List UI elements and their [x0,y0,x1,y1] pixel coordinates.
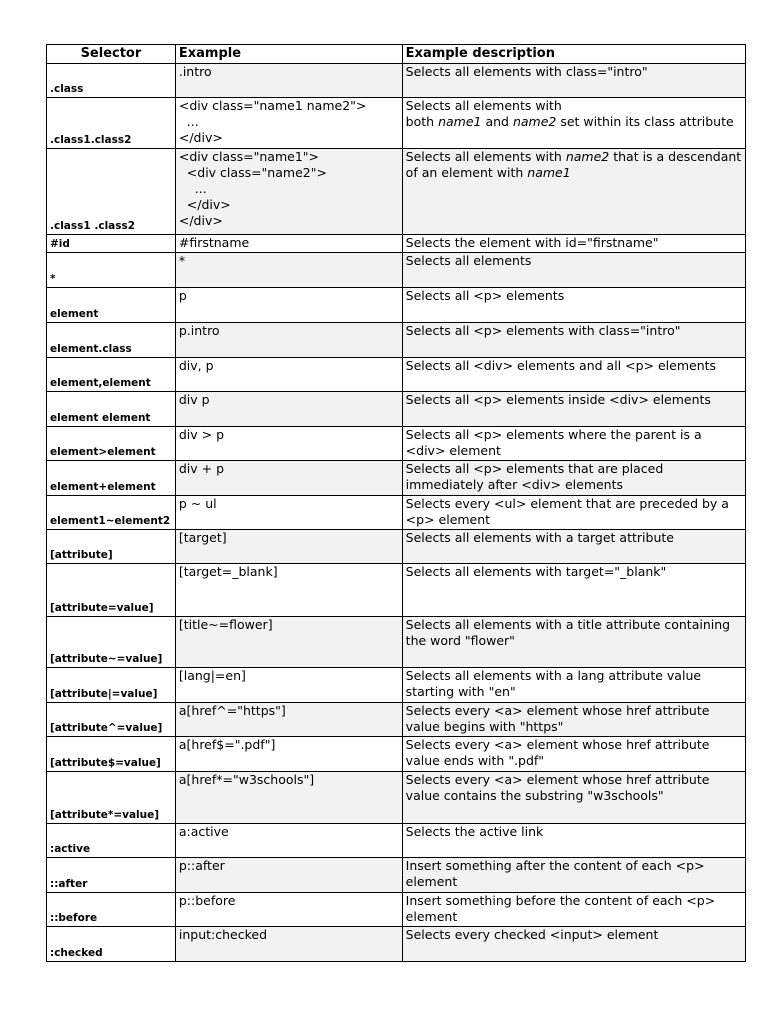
description-cell: Selects all <p> elements that are placed immediately after <div> elements [402,461,745,496]
example-cell: div, p [175,358,402,392]
table-row [47,427,746,461]
table-row [47,253,746,288]
description-cell: Selects all elements [402,253,745,288]
example-cell: a[href*="w3schools"] [175,772,402,824]
selector-cell: ::before [47,893,176,927]
table-row [47,358,746,392]
selector-cell: element element [47,392,176,427]
example-cell: <div class="name1 name2"> ... </div> [175,98,402,149]
header-example: Example [175,45,402,64]
table-row [47,772,746,824]
table-row [47,98,746,149]
example-cell: #firstname [175,235,402,253]
example-cell: p::before [175,893,402,927]
selector-cell: element1~element2 [47,496,176,530]
description-cell: Selects all elements with name2 that is a descendant of an element with name1 [402,149,745,235]
table-row [47,461,746,496]
description-cell: Selects all elements with class="intro" [402,64,745,98]
example-cell: a:active [175,824,402,858]
example-cell: p.intro [175,323,402,358]
table-row [47,564,746,617]
table-row [47,737,746,772]
table-row [47,235,746,253]
example-cell: p [175,288,402,323]
example-cell: p ~ ul [175,496,402,530]
description-cell: Selects all <p> elements with class="intro" [402,323,745,358]
example-cell: [target] [175,530,402,564]
example-cell: .intro [175,64,402,98]
header-row [47,45,746,64]
selector-cell: [attribute=value] [47,564,176,617]
selector-cell: [attribute|=value] [47,668,176,703]
description-cell: Selects the element with id="firstname" [402,235,745,253]
example-cell: [title~=flower] [175,617,402,668]
description-cell: Selects all elements with target="_blank" [402,564,745,617]
description-cell: Insert something before the content of each <p> element [402,893,745,927]
selector-cell: [attribute] [47,530,176,564]
table-row [47,288,746,323]
example-cell: input:checked [175,927,402,962]
selector-cell: element.class [47,323,176,358]
description-cell: Selects all <p> elements [402,288,745,323]
header-description: Example description [402,45,745,64]
example-cell: div p [175,392,402,427]
example-cell: div > p [175,427,402,461]
selector-cell: [attribute*=value] [47,772,176,824]
description-cell: Selects the active link [402,824,745,858]
selector-cell: ::after [47,858,176,893]
selector-cell: [attribute~=value] [47,617,176,668]
selector-cell: element>element [47,427,176,461]
table-row [47,617,746,668]
example-cell: a[href^="https"] [175,703,402,737]
example-cell: p::after [175,858,402,893]
example-cell: * [175,253,402,288]
table-row [47,392,746,427]
description-cell: Selects all <div> elements and all <p> elements [402,358,745,392]
selector-cell: .class1 .class2 [47,149,176,235]
selector-cell: .class [47,64,176,98]
example-cell: a[href$=".pdf"] [175,737,402,772]
table-row [47,530,746,564]
selector-cell: #id [47,235,176,253]
selector-cell: * [47,253,176,288]
table-row [47,927,746,962]
css-selectors-table [46,44,746,962]
example-cell: <div class="name1"> <div class="name2"> ... </div> </div> [175,149,402,235]
table-row [47,323,746,358]
selector-cell: .class1.class2 [47,98,176,149]
table-row [47,703,746,737]
example-cell: [lang|=en] [175,668,402,703]
table-row [47,496,746,530]
table-row [47,858,746,893]
description-cell: Selects all <p> elements inside <div> elements [402,392,745,427]
table-row [47,824,746,858]
selector-cell: element+element [47,461,176,496]
description-cell: Selects every checked <input> element [402,927,745,962]
description-cell: Selects all elements with a lang attribute value starting with "en" [402,668,745,703]
selector-cell: element,element [47,358,176,392]
selector-cell: [attribute^=value] [47,703,176,737]
table-row [47,149,746,235]
description-cell: Selects all <p> elements where the parent is a <div> element [402,427,745,461]
header-selector: Selector [47,45,176,64]
example-cell: [target=_blank] [175,564,402,617]
description-cell: Selects all elements with both name1 and name2 set within its class attribute [402,98,745,149]
selector-cell: :checked [47,927,176,962]
description-cell: Selects every <ul> element that are preceded by a <p> element [402,496,745,530]
description-cell: Selects every <a> element whose href attribute value contains the substring "w3schools" [402,772,745,824]
selector-cell: :active [47,824,176,858]
description-cell: Selects all elements with a target attribute [402,530,745,564]
description-cell: Selects every <a> element whose href attribute value begins with "https" [402,703,745,737]
description-cell: Selects all elements with a title attribute containing the word "flower" [402,617,745,668]
example-cell: div + p [175,461,402,496]
table-row [47,893,746,927]
table-row [47,668,746,703]
table-row [47,64,746,98]
description-cell: Selects every <a> element whose href attribute value ends with ".pdf" [402,737,745,772]
description-cell: Insert something after the content of each <p> element [402,858,745,893]
selector-cell: element [47,288,176,323]
selector-cell: [attribute$=value] [47,737,176,772]
